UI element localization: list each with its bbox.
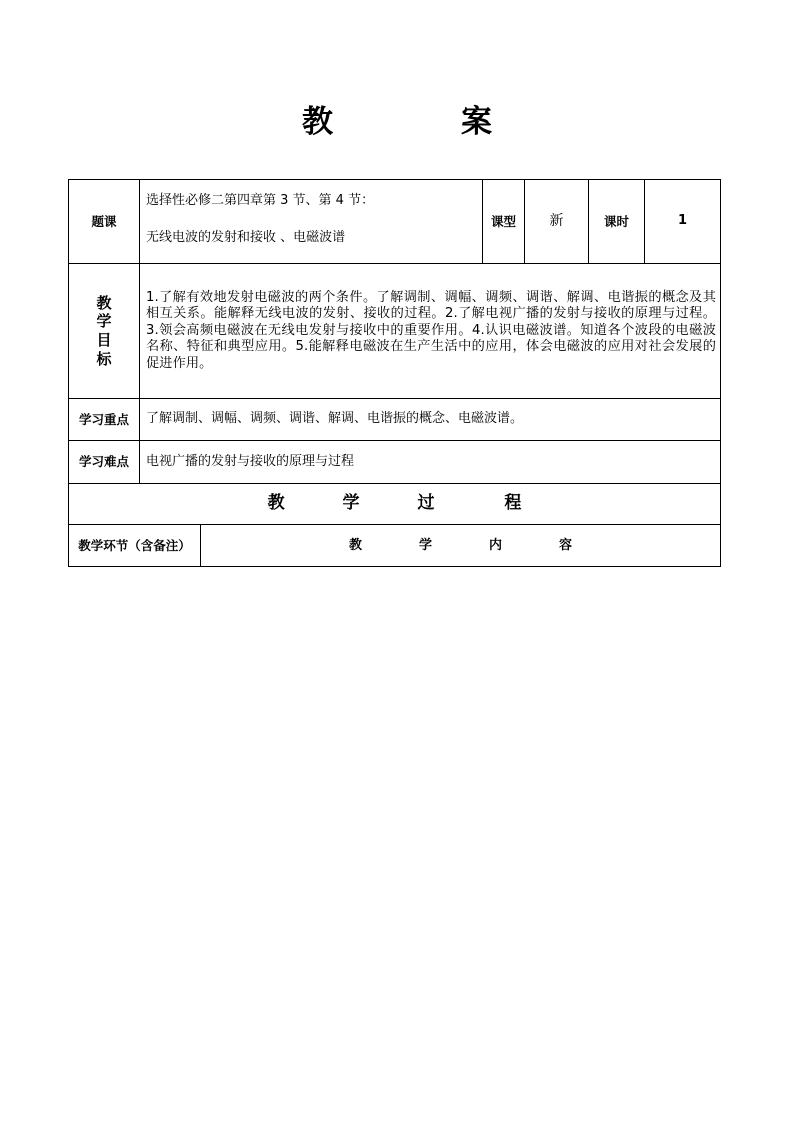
content-header-char: 内 <box>489 538 503 553</box>
content-header-row <box>69 525 721 567</box>
objectives-label-char: 目 <box>96 331 112 349</box>
subject-line-2: 无线电波的发射和接收 、电磁波谱 <box>146 230 346 245</box>
lesson-plan-table <box>68 179 721 567</box>
content-header-char: 教 <box>349 538 363 553</box>
lesson-type-value: 新 <box>525 180 589 264</box>
content-header-char: 学 <box>419 538 433 553</box>
process-header-char: 程 <box>504 493 522 514</box>
lesson-hours-value: 1 <box>645 180 721 264</box>
process-header-char: 学 <box>342 493 360 514</box>
content-header-char: 容 <box>559 538 573 553</box>
objectives-row <box>69 264 721 399</box>
key-points-text: 了解调制、调幅、调频、调谐、解调、电谐振的概念、电磁波谱。 <box>140 399 721 441</box>
lesson-type-label: 课型 <box>483 180 525 264</box>
process-header-row <box>69 484 721 525</box>
lesson-hours-label: 课时 <box>589 180 645 264</box>
process-header-char: 过 <box>417 493 435 514</box>
subject-label: 题课 <box>69 180 140 264</box>
difficulties-row <box>69 441 721 484</box>
title-char-2: 案 <box>461 104 492 140</box>
objectives-text: 1.了解有效地发射电磁波的两个条件。了解调制、调幅、调频、调谐、解调、电谐振的概念及其相互关系。能解释无线电波的发射、接收的过程。2.了解电视广播的发射与接收的原理与过程。3.领会高频电磁波在无线电发射与接收中的重要作用。4.认识电磁波谱。知道各个波段的电磁波名称、特征和典型应用。5.能解释电磁波在生产生活中的应用，体会电磁波的应用对社会发展的促进作用。 <box>140 264 721 399</box>
subject-row <box>69 180 721 264</box>
subject-cell <box>140 180 483 264</box>
title-char-1: 教 <box>302 104 333 140</box>
objectives-label-char: 学 <box>96 312 112 331</box>
difficulties-text: 电视广播的发射与接收的原理与过程 <box>140 441 721 484</box>
content-header <box>201 525 721 567</box>
key-points-row <box>69 399 721 441</box>
difficulties-label: 学习难点 <box>69 441 140 484</box>
objectives-label-char: 教 <box>96 293 112 312</box>
objectives-label-char: 标 <box>96 349 112 368</box>
objectives-label <box>69 264 140 399</box>
process-header-char: 教 <box>267 493 285 514</box>
key-points-label: 学习重点 <box>69 399 140 441</box>
section-label: 教学环节（含备注） <box>69 525 201 567</box>
process-header <box>69 484 721 525</box>
subject-line-1: 选择性必修二第四章第 3 节、第 4 节： <box>146 192 375 208</box>
